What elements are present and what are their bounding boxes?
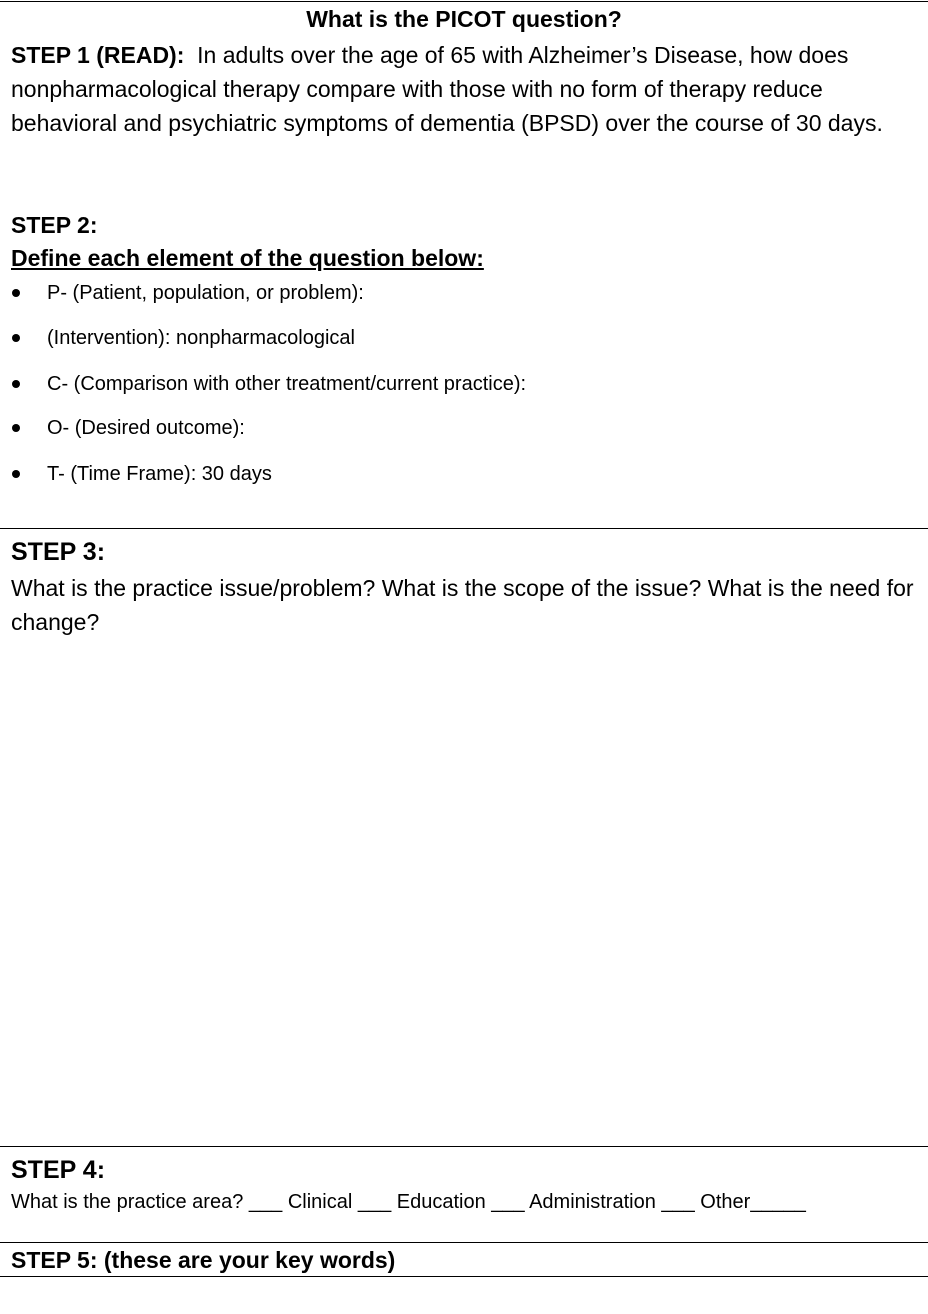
top-rule [0,1,928,2]
list-item-text: C- (Comparison with other treatment/current practice): [47,373,527,395]
step3-question: What is the practice issue/problem? What is the scope of the issue? What is the need for change? [11,575,914,635]
bullet-icon [12,470,20,478]
page-title: What is the PICOT question? [306,6,622,32]
bullet-icon [12,424,20,432]
list-item-text: O- (Desired outcome): [47,417,245,439]
step1-text: In adults over the age of 65 with Alzheimer’s Disease, how does nonpharmacological therapy compare with those with no form of therapy reduce behavioral and psychiatric symptoms of dementia (BPSD) over the course of 30 days. [11,42,883,136]
step1-label: STEP 1 (READ): [11,42,185,68]
step3-divider [0,528,928,529]
step4-divider [0,1146,928,1147]
step5-label: STEP 5: (these are your key words) [11,1247,396,1273]
list-item-text: T- (Time Frame): 30 days [47,463,272,485]
step1-block [11,38,923,140]
bottom-rule [0,1276,928,1277]
step2-label: STEP 2: [11,212,98,238]
bullet-icon [12,380,20,388]
step4-label: STEP 4: [11,1156,106,1184]
step2-instruction: Define each element of the question below: [11,245,484,271]
step3-label: STEP 3: [11,538,106,566]
list-item-text: (Intervention): nonpharmacological [47,327,355,349]
bullet-icon [12,289,20,297]
list-item-text: P- (Patient, population, or problem): [47,282,364,304]
step4-question: What is the practice area? ___ Clinical ___ Education ___ Administration ___ Other_____ [11,1191,806,1213]
step5-divider [0,1242,928,1243]
bullet-icon [12,334,20,342]
